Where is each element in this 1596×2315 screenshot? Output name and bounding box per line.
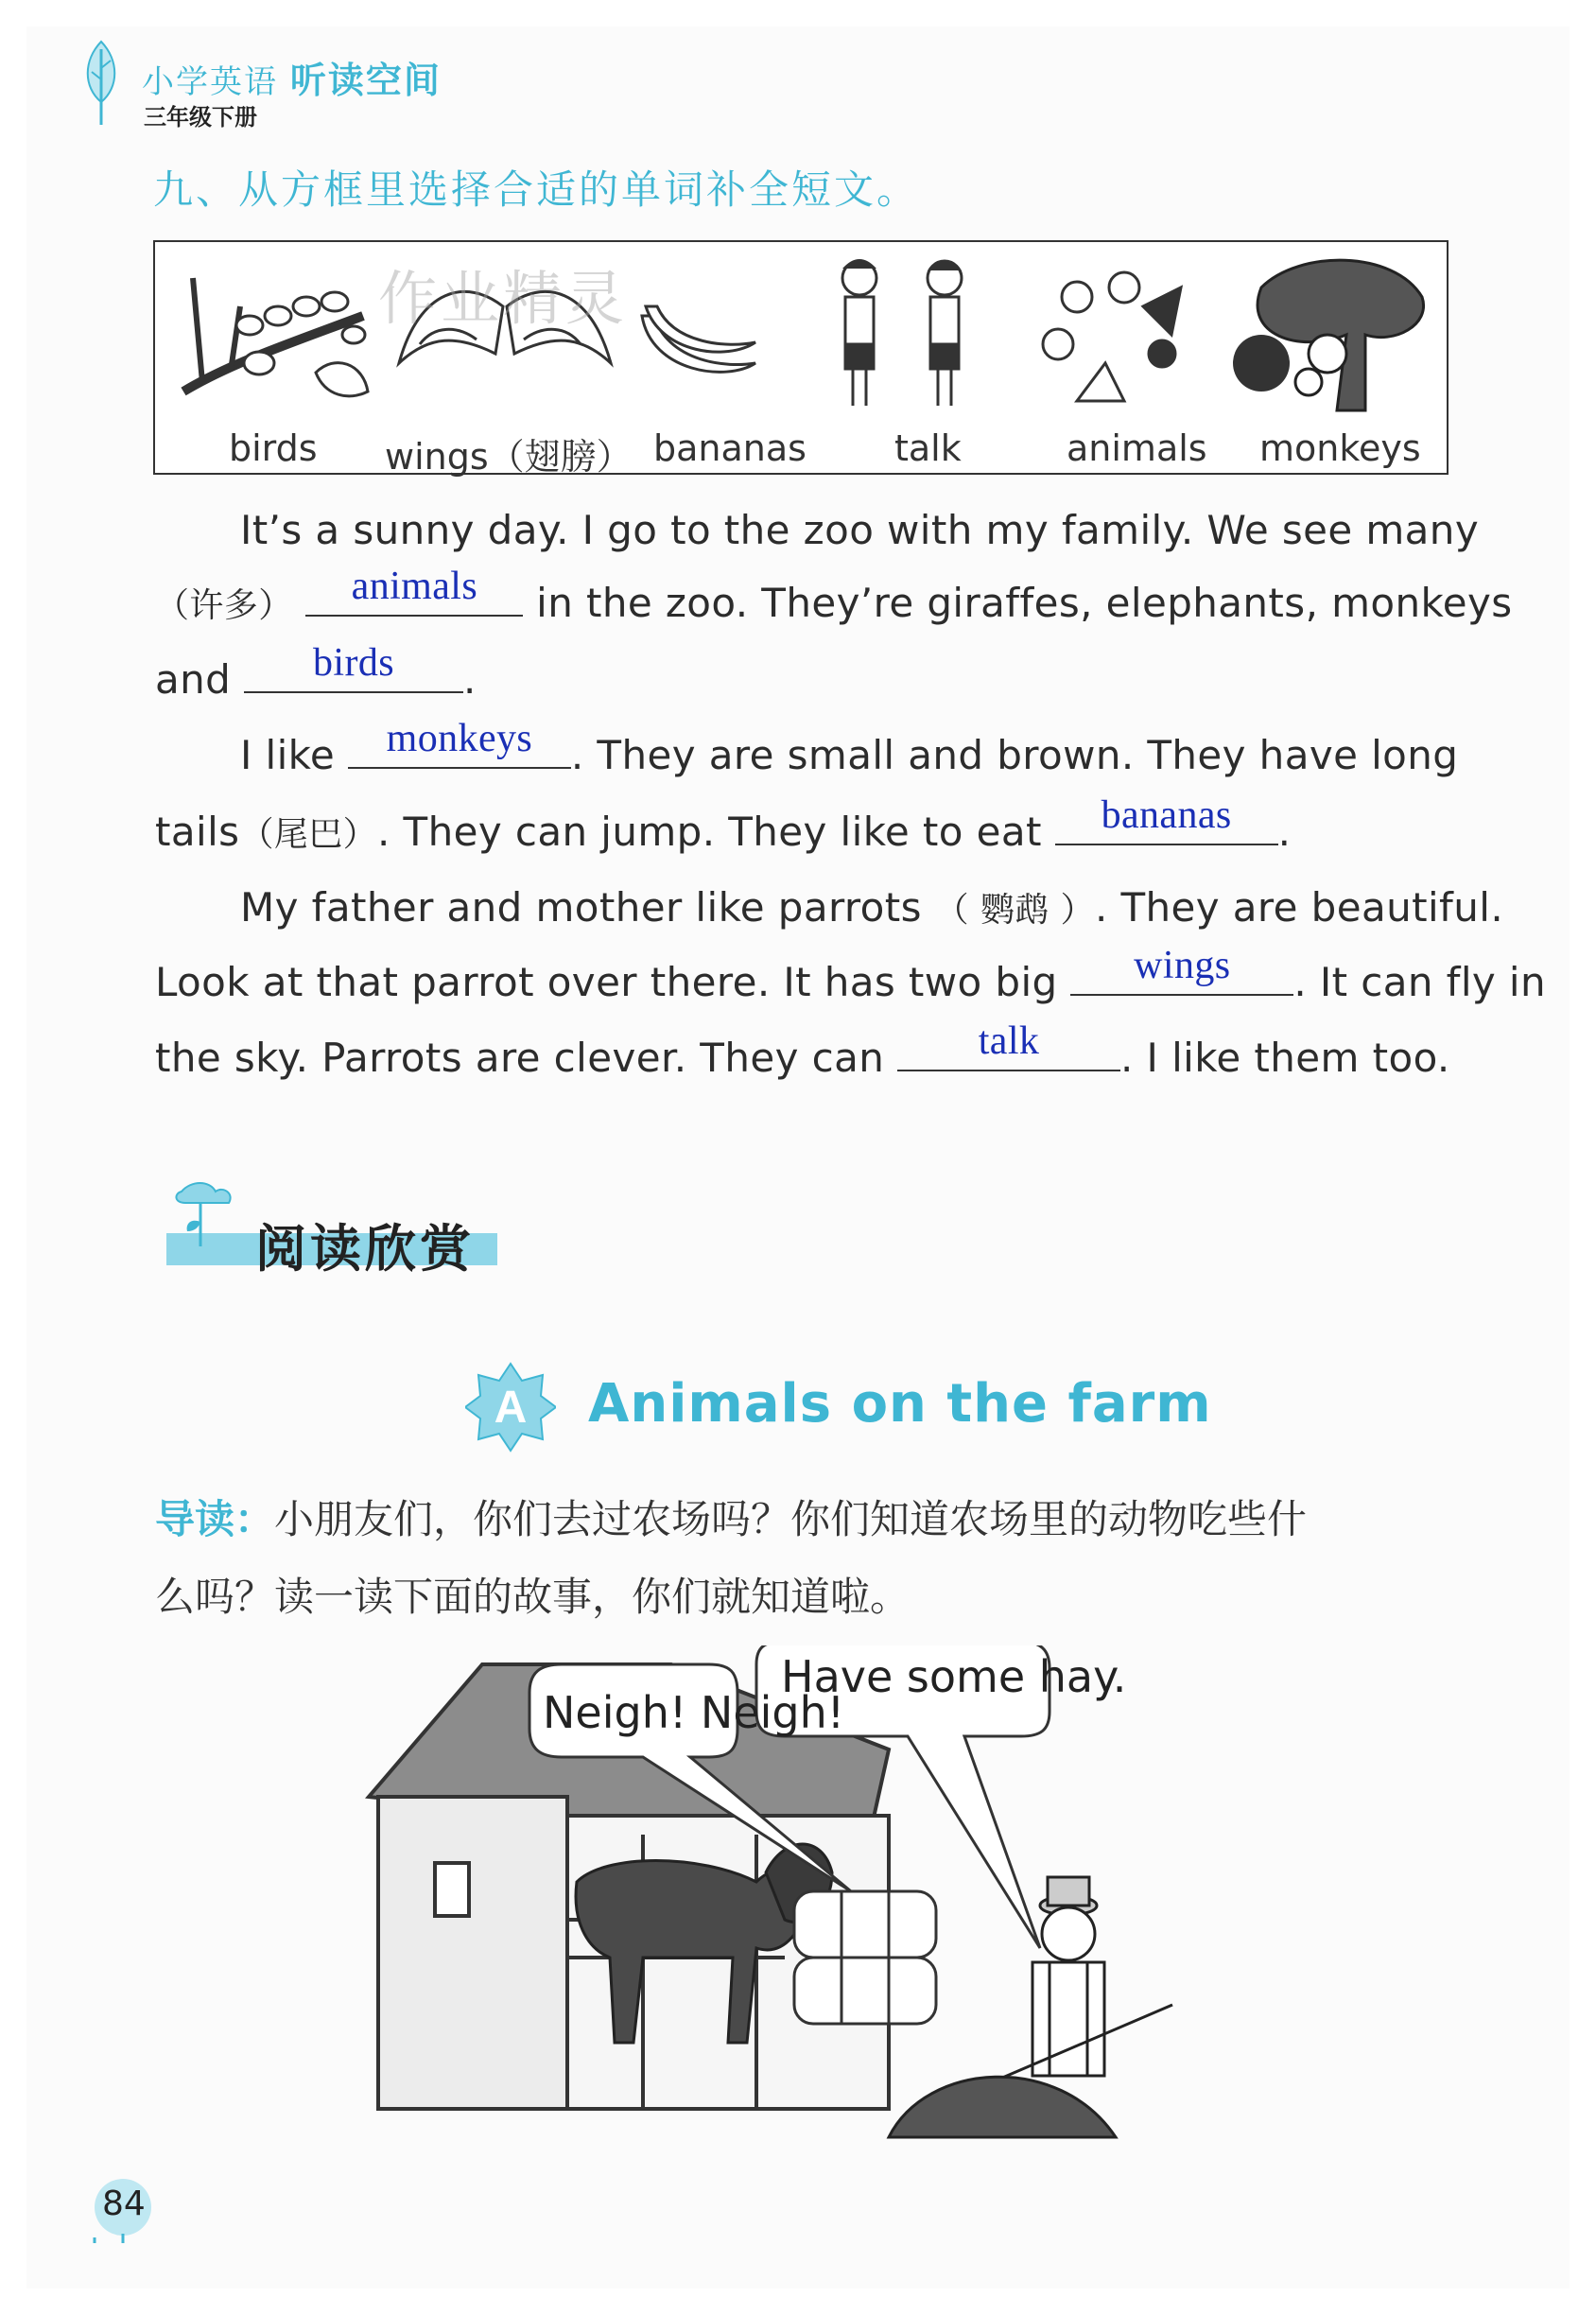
guide-text: 么吗？读一读下面的故事，你们就知道啦。 (155, 1574, 911, 1620)
guide-lead: 导读： (155, 1496, 275, 1542)
talk-picture-icon (817, 250, 987, 416)
answer-blank[interactable] (1070, 944, 1293, 996)
passage-text: in the zoo. They’re giraffes, elephants, monkeys (536, 580, 1513, 626)
answer-text: wings (1134, 944, 1231, 987)
answer-text: monkeys (386, 717, 533, 760)
answer-text: animals (351, 565, 478, 608)
passage-text: Look at that parrot over there. It has two big (155, 959, 1058, 1005)
passage-line (155, 565, 1513, 627)
answer-text: bananas (1101, 793, 1232, 837)
guide-text: 小朋友们，你们去过农场吗？你们知道农场里的动物吃些什 (274, 1496, 1308, 1542)
passage-text: tails (155, 809, 240, 855)
passage-text: . I like them too. (1120, 1035, 1450, 1081)
passage-line (240, 717, 1459, 778)
passage-line (240, 507, 1479, 553)
passage-text: （许多） (155, 586, 293, 625)
answer-blank[interactable] (348, 717, 571, 769)
grade-label: 三年级下册 (144, 103, 257, 131)
series-title: 小学英语 听读空间 (142, 60, 442, 101)
word-box (153, 240, 1449, 478)
passage-line (240, 883, 1503, 931)
guide-line (155, 1488, 1307, 1545)
answer-text: talk (978, 1019, 1040, 1063)
passage-text: . It can fly in (1293, 959, 1547, 1005)
svg-text:A: A (494, 1383, 528, 1433)
word-birds: birds (229, 427, 318, 469)
passage-line (155, 1019, 1450, 1081)
bananas-picture-icon (633, 250, 765, 416)
answer-blank[interactable] (305, 565, 523, 617)
passage-text: . They are beautiful. (1094, 884, 1504, 931)
answer-text: birds (312, 641, 394, 685)
bubble-farmer-text: Have some hay. (781, 1651, 1127, 1702)
guide-line (155, 1566, 910, 1623)
passage-text: and (155, 656, 232, 703)
word-animals: animals (1067, 427, 1207, 469)
passage-line (155, 944, 1547, 1005)
animals-picture-icon (1020, 250, 1209, 416)
section-title: 阅读欣赏 (255, 1218, 475, 1279)
passage-text: My father and mother like parrots (240, 884, 922, 931)
passage-text: It’s a sunny day. I go to the zoo with my family. We see many (240, 507, 1480, 553)
passage-text: （尾巴） (239, 815, 378, 854)
passage-text: （ 鹦鹉 ） (934, 891, 1095, 930)
leaf-logo-icon (78, 36, 125, 127)
monkeys-picture-icon (1223, 250, 1431, 416)
birds-picture-icon (174, 250, 373, 416)
bubble-horse-text: Neigh! Neigh! (543, 1687, 845, 1738)
badge-a-icon (465, 1362, 556, 1453)
passage-line (155, 641, 477, 703)
passage-text: . (1277, 809, 1292, 855)
watermark-text: 作业精灵 (378, 264, 629, 333)
passage-text: . They are small and brown. They have long (570, 732, 1459, 778)
passage-text: . (462, 656, 477, 703)
passage-text: I like (240, 732, 336, 778)
word-wings: wings（翅膀） (385, 436, 633, 478)
word-monkeys: monkeys (1259, 427, 1421, 469)
answer-blank[interactable] (897, 1019, 1120, 1071)
passage-text: . They can jump. They like to eat (377, 809, 1042, 855)
passage-line (155, 793, 1292, 856)
answer-blank[interactable] (244, 641, 463, 693)
page-number: 84 (102, 2184, 146, 2223)
passage-text: the sky. Parrots are clever. They can (155, 1035, 885, 1081)
exercise-title: 九、从方框里选择合适的单词补全短文。 (153, 166, 920, 213)
word-bananas: bananas (653, 427, 807, 469)
word-talk: talk (894, 427, 962, 469)
answer-blank[interactable] (1055, 793, 1278, 845)
story-title: Animals on the farm (588, 1373, 1212, 1435)
